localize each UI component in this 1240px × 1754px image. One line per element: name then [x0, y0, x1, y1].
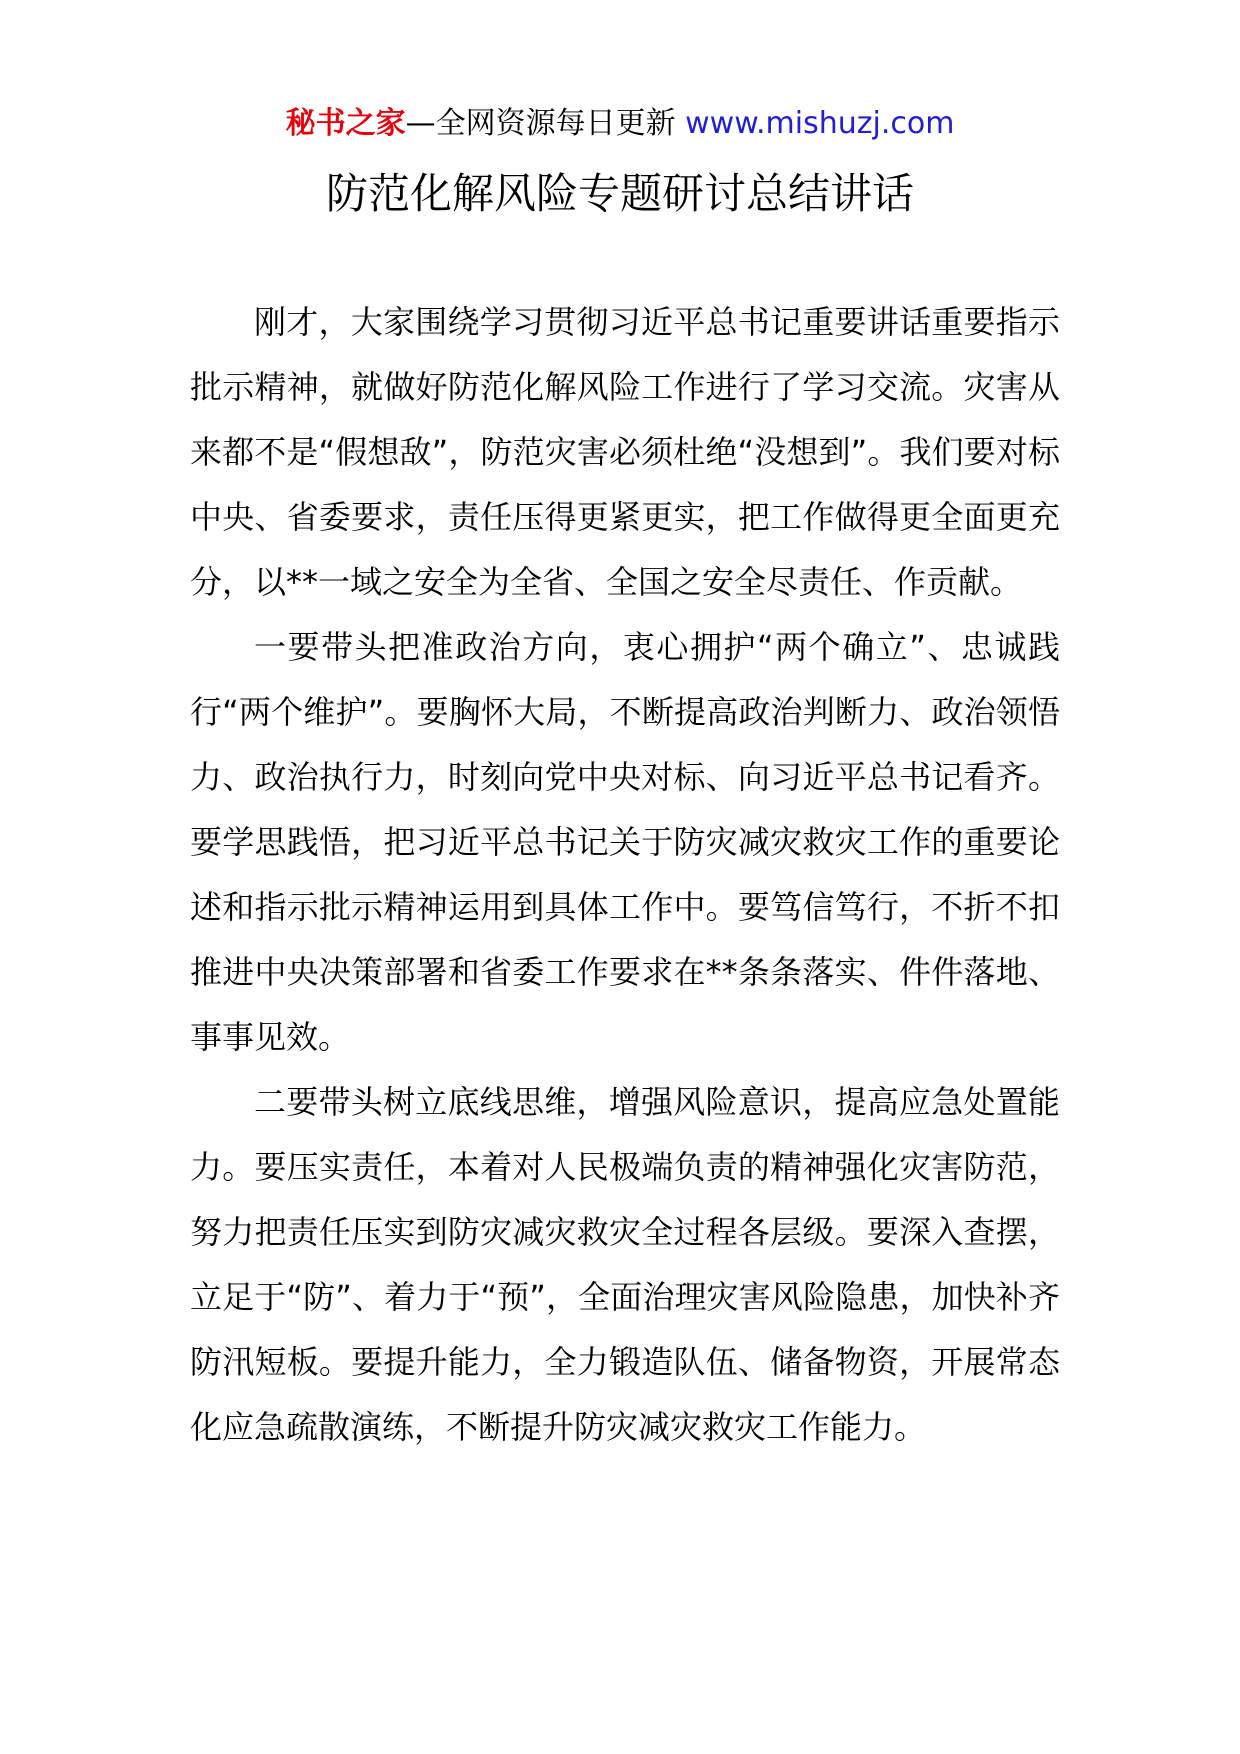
document-title: 防范化解风险专题研讨总结讲话 — [325, 169, 914, 218]
paragraph-point-one: 一要带头把准政治方向，衷心拥护“两个确立”、忠诚践行“两个维护”。要胸怀大局，不断提高政治判断力、政治领悟力、政治执行力，时刻向党中央对标、向习近平总书记看齐。要学思践悟，把习近平总书记关于防灾减灾救灾工作的重要论述和指示批示精神运用到具体工作中。要笃信笃行，不折不扣推进中央决策部署和省委工作要求在**条条落实、件件落地、事事见效。 — [190, 628, 1060, 1056]
document-body — [190, 290, 1060, 1460]
paragraph-point-two: 二要带头树立底线思维，增强风险意识，提高应急处置能力。要压实责任，本着对人民极端负责的精神强化灾害防范，努力把责任压实到防灾减灾救灾全过程各层级。要深入查摆，立足于“防”、着力于“预”，全面治理灾害风险隐患，加快补齐防汛短板。要提升能力，全力锻造队伍、储备物资，开展常态化应急疏散演练，不断提升防灾减灾救灾工作能力。 — [190, 1083, 1060, 1446]
paragraph-intro: 刚才，大家围绕学习贯彻习近平总书记重要讲话重要指示批示精神，就做好防范化解风险工作进行了学习交流。灾害从来都不是“假想敌”，防范灾害必须杜绝“没想到”。我们要对标中央、省委要求，责任压得更紧更实，把工作做得更全面更充分，以**一域之安全为全省、全国之安全尽责任、作贡献。 — [190, 303, 1060, 601]
site-name: 秘书之家 — [285, 106, 406, 141]
site-url-link[interactable]: www.mishuzj.com — [685, 106, 955, 141]
site-tagline: —全网资源每日更新 — [405, 106, 676, 141]
site-header — [0, 102, 1240, 146]
